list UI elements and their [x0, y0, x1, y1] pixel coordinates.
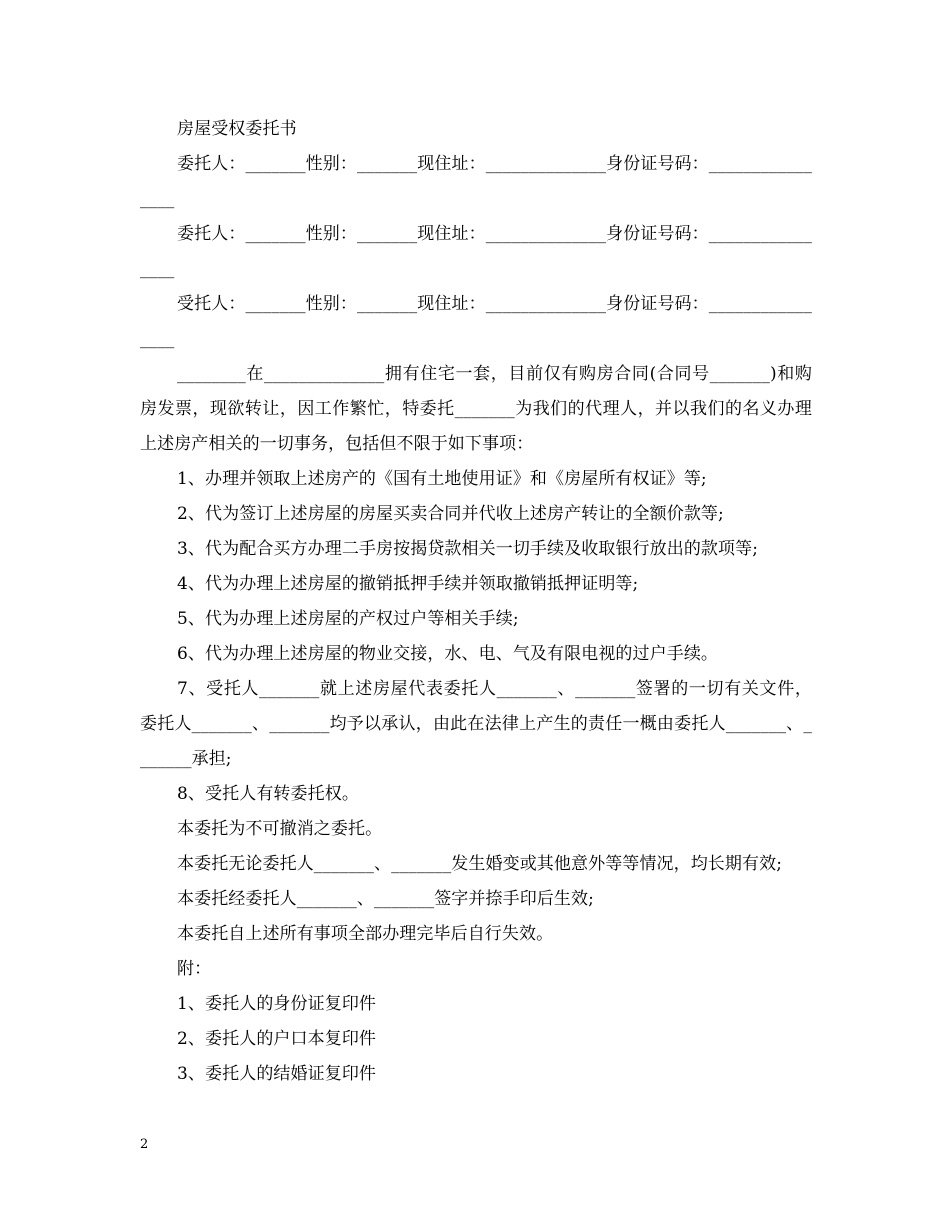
- agent-info-line: 受托人：_______性别：_______现住址：______________身份证号码：________________: [140, 294, 812, 349]
- attachment-item-2: 2、委托人的户口本复印件: [177, 1029, 377, 1049]
- authorization-item-1: 1、办理并领取上述房产的《国有土地使用证》和《房屋所有权证》等;: [177, 469, 707, 489]
- property-paragraph: ________在______________拥有住宅一套，目前仅有购房合同(合同号_______)和购房发票，现欲转让，因工作繁忙，特委托_______为我们的代理人，并以我们的名义办理上述房产相关的一切事务，包括但不限于如下事项：: [140, 364, 812, 454]
- authorization-item-8: 8、受托人有转委托权。: [177, 784, 359, 804]
- document-title: 房屋受权委托书: [177, 119, 297, 139]
- principal-info-line-2: 委托人：_______性别：_______现住址：______________身份证号码：________________: [140, 224, 812, 279]
- authorization-item-4: 4、代为办理上述房屋的撤销抵押手续并领取撤销抵押证明等;: [177, 574, 639, 594]
- authorization-item-7: 7、受托人_______就上述房屋代表委托人_______、_______签署的一切有关文件，委托人_______、_______均予以承认，由此在法律上产生的责任一概由委托人_______、_______承担;: [140, 679, 812, 769]
- effective-clause: 本委托经委托人_______、_______签字并捺手印后生效;: [177, 889, 594, 909]
- irrevocable-clause: 本委托为不可撤消之委托。: [177, 819, 383, 839]
- authorization-item-3: 3、代为配合买方办理二手房按揭贷款相关一切手续及收取银行放出的款项等;: [177, 539, 759, 559]
- principal-info-line-1: 委托人：_______性别：_______现住址：______________身份证号码：________________: [140, 154, 812, 209]
- authorization-item-5: 5、代为办理上述房屋的产权过户等相关手续;: [177, 609, 519, 629]
- attachments-heading: 附：: [177, 959, 212, 979]
- authorization-item-6: 6、代为办理上述房屋的物业交接，水、电、气及有限电视的过户手续。: [177, 644, 719, 664]
- authorization-item-2: 2、代为签订上述房屋的房屋买卖合同并代收上述房产转让的全额价款等;: [177, 504, 724, 524]
- expiration-clause: 本委托自上述所有事项全部办理完毕后自行失效。: [177, 924, 554, 944]
- document-body: [140, 112, 812, 1092]
- page-number: 2: [140, 1137, 149, 1152]
- attachment-item-3: 3、委托人的结婚证复印件: [177, 1064, 377, 1084]
- validity-clause: 本委托无论委托人_______、_______发生婚变或其他意外等等情况，均长期有效;: [177, 854, 783, 874]
- attachment-item-1: 1、委托人的身份证复印件: [177, 994, 377, 1014]
